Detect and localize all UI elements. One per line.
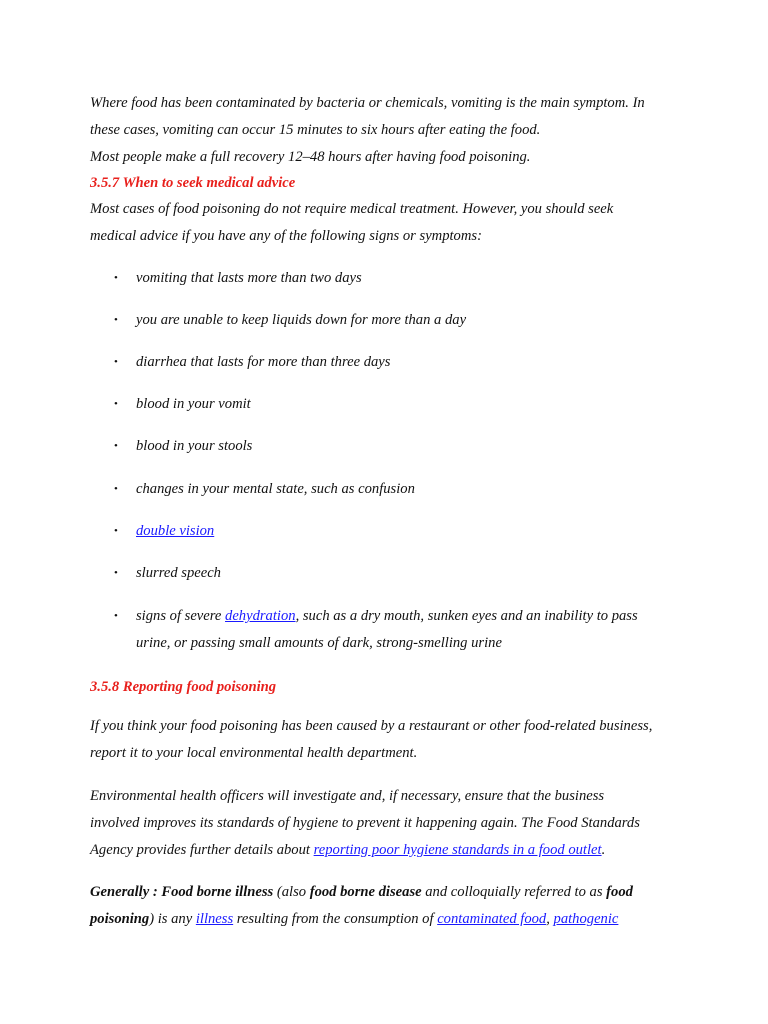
reporting-paragraph-1 — [90, 713, 690, 767]
bold-term-poisoning: poisoning — [90, 911, 150, 927]
intro-line-1: Where food has been contaminated by bacteria or chemicals, vomiting is the main symptom. In — [90, 95, 645, 111]
bullet-icon: • — [114, 483, 118, 495]
text-fragment: , — [546, 911, 554, 927]
bullet-icon: • — [114, 356, 118, 368]
illness-link[interactable]: illness — [195, 911, 234, 927]
list-item-text: changes in your mental state, such as confusion — [136, 481, 415, 497]
bullet-icon: • — [114, 610, 118, 622]
bold-term-generally: Generally : Food borne illness — [90, 884, 274, 900]
food-borne-illness-paragraph — [90, 879, 690, 933]
text-fragment: (also — [273, 884, 310, 900]
bullet-icon: • — [114, 398, 118, 410]
contaminated-food-link[interactable]: contaminated food — [437, 911, 547, 927]
list-item-text: you are unable to keep liquids down for more than a day — [136, 312, 467, 328]
text-fragment: ) is any — [149, 911, 196, 927]
officers-line-2: involved improves its standards of hygiene to prevent it happening again. The Food Standards — [90, 815, 640, 831]
list-item-text: vomiting that lasts more than two days — [136, 270, 362, 286]
heading-when-to-seek-advice: 3.5.7 When to seek medical advice — [90, 175, 296, 191]
bullet-icon: • — [114, 525, 118, 537]
pathogenic-link[interactable]: pathogenic — [553, 911, 619, 927]
dehydration-link[interactable]: dehydration — [225, 608, 296, 624]
officers-line-3: Agency provides further details about — [90, 842, 314, 858]
reporting-line-2: report it to your local environmental health department. — [90, 745, 418, 761]
bullet-icon: • — [114, 272, 118, 284]
double-vision-link[interactable]: double vision — [136, 523, 215, 539]
bullet-icon: • — [114, 567, 118, 579]
heading-reporting-food-poisoning: 3.5.8 Reporting food poisoning — [90, 679, 277, 695]
dehydration-suffix: , such as a dry mouth, sunken eyes and an inability to pass — [295, 608, 638, 624]
advice-intro-line-2: medical advice if you have any of the following signs or symptoms: — [90, 228, 482, 244]
list-item-text: diarrhea that lasts for more than three days — [136, 354, 391, 370]
bold-term-food-borne-disease: food borne disease — [309, 884, 422, 900]
intro-line-2: these cases, vomiting can occur 15 minutes to six hours after eating the food. — [90, 122, 541, 138]
officers-line-1: Environmental health officers will investigate and, if necessary, ensure that the business — [90, 788, 605, 804]
dehydration-prefix: signs of severe — [136, 608, 226, 624]
officers-line-3-suffix: . — [601, 842, 606, 858]
list-item-text: blood in your stools — [136, 438, 253, 454]
advice-intro-paragraph — [90, 196, 690, 250]
reporting-line-1: If you think your food poisoning has been caused by a restaurant or other food-related business, — [90, 718, 653, 734]
list-item-text: blood in your vomit — [136, 396, 251, 412]
advice-intro-line-1: Most cases of food poisoning do not require medical treatment. However, you should seek — [90, 201, 614, 217]
reporting-paragraph-2 — [90, 783, 690, 864]
text-fragment: and colloquially referred to as — [421, 884, 607, 900]
list-item-text: slurred speech — [136, 565, 221, 581]
bold-term-food: food — [606, 884, 633, 900]
intro-line-3: Most people make a full recovery 12–48 hours after having food poisoning. — [90, 149, 531, 165]
bullet-icon: • — [114, 314, 118, 326]
intro-paragraph — [90, 90, 690, 171]
reporting-hygiene-link[interactable]: reporting poor hygiene standards in a food outlet — [313, 842, 602, 858]
dehydration-line-2: urine, or passing small amounts of dark, strong-smelling urine — [136, 635, 502, 651]
bullet-icon: • — [114, 440, 118, 452]
text-fragment: resulting from the consumption of — [233, 911, 438, 927]
